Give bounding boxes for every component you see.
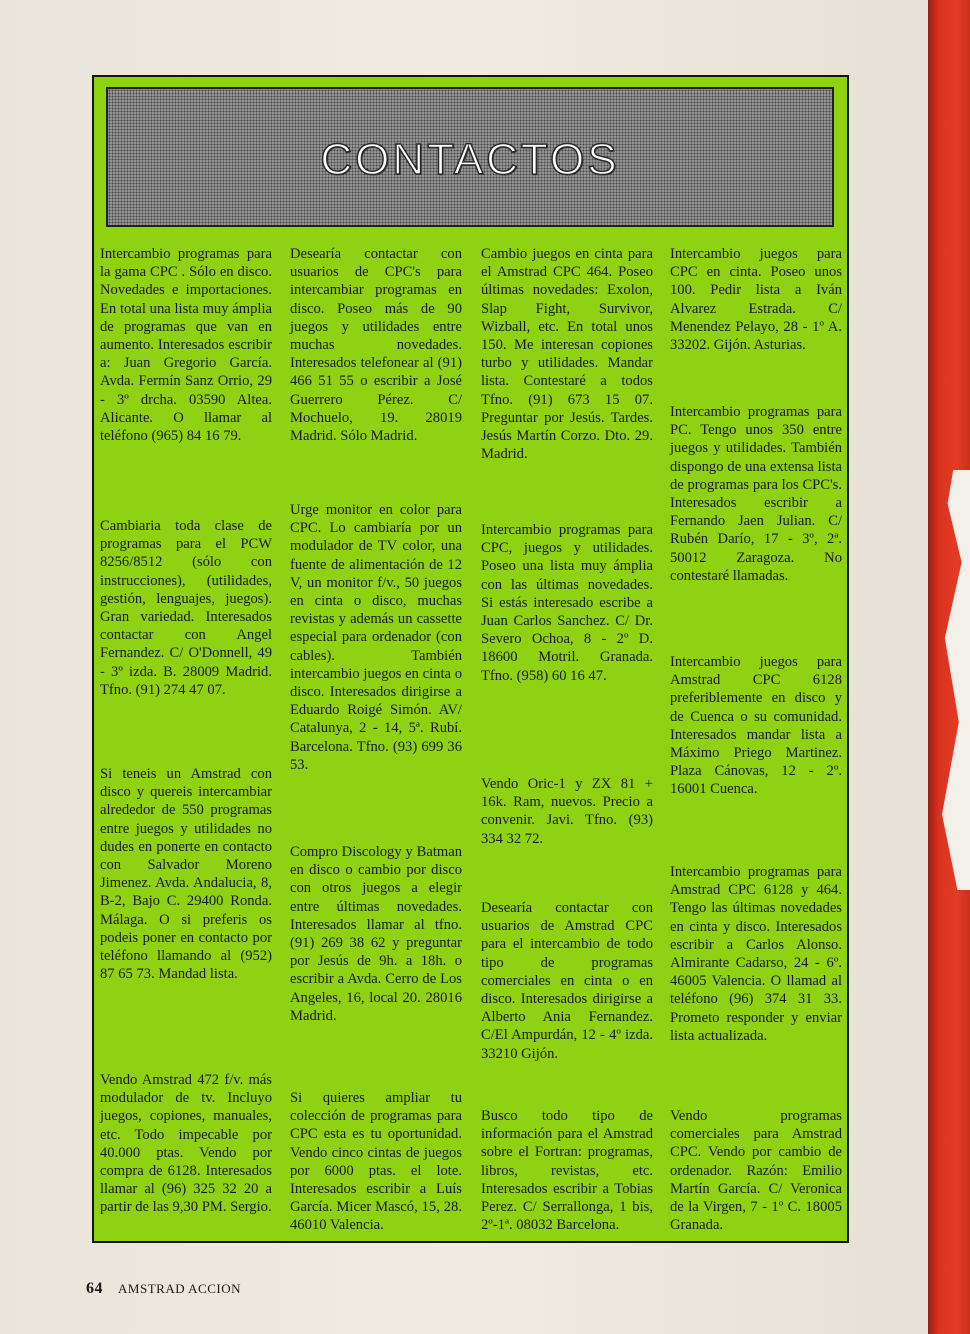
classified-ad: Intercambio programas para Amstrad CPC 6128 y 464. Tengo las últimas novedades en cinta y disco. Interesados escribir a Carlos Alonso. Almirante Cadarso, 24 - 6º. 46005 Valencia. O llamad al teléfono (96) 374 31 33. Prometo responder y enviar lista actualizada. (670, 864, 842, 1044)
classified-ad: Intercambio programas para la gama CPC . Sólo en disco. Novedades e importaciones. En total una lista muy ámplia de programas que van en aumento. Interesados escribir a: Juan Gregorio García. Avda. Fermín Sanz Orrio, 29 - 3º drcha. 03590 Altea. Alicante. O llamar al teléfono (965) 84 16 79. (100, 246, 272, 445)
classified-ad: Cambiaria toda clase de programas para el PCW 8256/8512 (sólo con instrucciones), (utilidades, gestión, lenguajes, juegos). Gran variedad. Interesados contactar con Angel Fernandez. C/ O'Donnell, 49 - 3º izda. B. 28009 Madrid. Tfno. (91) 274 47 07. (100, 518, 272, 698)
header-banner (106, 87, 834, 227)
adjacent-page-edge (928, 0, 970, 1334)
classified-ad: Urge monitor en color para CPC. Lo cambiaría por un modulador de TV color, una fuente de alimentación de 12 V, un monitor f/v., 50 juegos en cinta o disco, muchas revistas y además un cassette especial para ordenador (con cables). También intercambio juegos en cinta o disco. Interesados dirigirse a Eduardo Roigé Simón. AV/ Catalunya, 2 - 14, 5ª. Rubí. Barcelona. Tfno. (93) 699 36 53. (290, 502, 462, 773)
classified-ad: Vendo programas comerciales para Amstrad CPC. Vendo por cambio de ordenador. Razón: Emilio Martín García. C/ Veronica de la Virgen, 7 - 1º C. 18005 Granada. (670, 1108, 842, 1234)
classified-ad: Desearía contactar con usuarios de Amstrad CPC para el intercambio de todo tipo de programas comerciales en cinta o en disco. Interesados dirigirse a Alberto Ania Fernandez. C/El Ampurdán, 12 - 4º izda. 33210 Gijón. (481, 900, 653, 1062)
page-footer (86, 1280, 241, 1298)
classified-ad: Intercambio programas para PC. Tengo unos 350 entre juegos y utilidades. También dispongo de una extensa lista de programas para los CPC's. Interesados escribir a Fernando Jaen Julian. C/ Rubén Darío, 17 - 3º, 2ª. 50012 Zaragoza. No contestaré llamadas. (670, 404, 842, 584)
classified-ad: Busco todo tipo de información para el Amstrad sobre el Fortran: programas, libros, revistas, etc. Interesados escribir a Tobias Perez. C/ Serrallonga, 1 bis, 2º-1ª. 08032 Barcelona. (481, 1108, 653, 1234)
classified-ad: Vendo Amstrad 472 f/v. más modulador de tv. Incluyo juegos, copiones, manuales, etc. Todo impecable por 40.000 ptas. Vendo por compra de 6128. Interesados llamar al (96) 325 32 20 a partir de las 9,30 PM. Sergio. (100, 1072, 272, 1216)
contacts-panel (92, 75, 849, 1243)
classified-ad: Si teneis un Amstrad con disco y quereis intercambiar alrededor de 550 programas entre juegos y utilidades no dudes en ponerte en contacto con Salvador Moreno Jimenez. Avda. Andalucia, 8, B-2, Bajo C. 29400 Ronda. Málaga. O si preferis os podeis poner en contacto por teléfono llamando al (952) 87 65 73. Mandad lista. (100, 766, 272, 983)
classified-ad: Compro Discology y Batman en disco o cambio por disco con otros juegos a elegir entre últimas novedades. Interesados llamar al tfno. (91) 269 38 62 y preguntar por Jesús de 9h. a 18h. o escribir a Avda. Cerro de Los Angeles, 16, local 20. 28016 Madrid. (290, 844, 462, 1024)
classified-ad: Intercambio juegos para Amstrad CPC 6128 preferiblemente en disco y de Cuenca o su comunidad. Interesados mandar lista a Máximo Priego Martinez. Plaza Cánovas, 12 - 2º. 16001 Cuenca. (670, 654, 842, 798)
page-title: CONTACTOS (320, 135, 620, 184)
classified-ad: Intercambio juegos para CPC en cinta. Poseo unos 100. Pedir lista a Iván Alvarez Estrada. C/ Menendez Pelayo, 28 - 1º A. 33202. Gijón. Asturias. (670, 246, 842, 354)
classified-ad: Intercambio programas para CPC, juegos y utilidades. Poseo una lista muy ámplia con las últimas novedades. Si estás interesado escribe a Juan Carlos Sanchez. C/ Dr. Severo Ochoa, 8 - 2º D. 18600 Motril. Granada. Tfno. (958) 60 16 47. (481, 522, 653, 684)
adjacent-page-graphic (942, 470, 970, 890)
classified-ad: Vendo Oric-1 y ZX 81 + 16k. Ram, nuevos. Precio a convenir. Javi. Tfno. (93) 334 32 72. (481, 776, 653, 847)
classified-ad: Desearía contactar con usuarios de CPC's para intercambiar programas en disco. Poseo más de 90 juegos y utilidades entre muchas novedades. Interesados telefonear al (91) 466 51 55 o escribir a José Guerrero Pérez. C/ Mochuelo, 19. 28019 Madrid. Sólo Madrid. (290, 246, 462, 445)
classified-ad: Si quieres ampliar tu colección de programas para CPC esta es tu oportunidad. Vendo cinco cintas de juegos por 6000 ptas. el lote. Interesados escribir a Luís García. Micer Mascó, 15, 28. 46010 Valencia. (290, 1090, 462, 1234)
classified-ad: Cambio juegos en cinta para el Amstrad CPC 464. Poseo últimas novedades: Exolon, Slap Fight, Survivor, Wizball, etc. En total unos 150. Me interesan copiones turbo y utilidades. Mandar lista. Contestaré a todos Tfno. (91) 673 15 07. Preguntar por Jesús. Tardes. Jesús Martín Corzo. Dto. 29. Madrid. (481, 246, 653, 463)
page-number: 64 (86, 1280, 103, 1297)
magazine-name: AMSTRAD ACCION (118, 1281, 241, 1296)
